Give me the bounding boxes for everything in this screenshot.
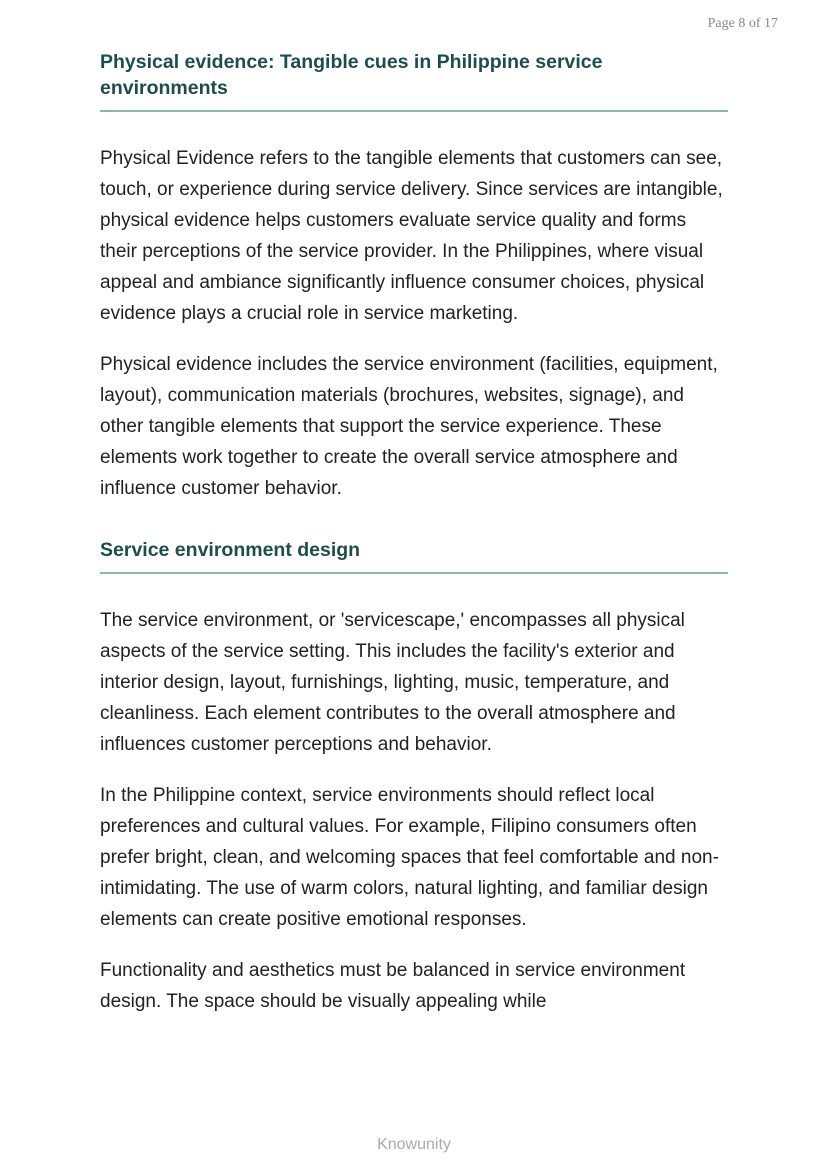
paragraph: Physical Evidence refers to the tangible elements that customers can see, touch, or experience during service delivery. Since services are intangible, physical evidence helps customers evaluate service quality and forms their perceptions of the service provider. In the Philippines, where visual appeal and ambiance significantly influence consumer choices, physical evidence plays a crucial role in service marketing. — [100, 148, 723, 324]
paragraph: The service environment, or 'servicescape,' encompasses all physical aspects of the service setting. This includes the facility's exterior and interior design, layout, furnishings, lighting, music, temperature, and cleanliness. Each element contributes to the overall atmosphere and influences customer perceptions and behavior. — [100, 610, 685, 755]
section-heading-service-environment: Service environment design — [100, 539, 361, 561]
paragraph: Physical evidence includes the service environment (facilities, equipment, layout), communication materials (brochures, websites, signage), and other tangible elements that support the service experience. These elements work together to create the overall service atmosphere and influence customer behavior. — [100, 354, 718, 499]
paragraph: Functionality and aesthetics must be balanced in service environment design. The space should be visually appealing while — [100, 960, 686, 1012]
section-heading-physical-evidence: Physical evidence: Tangible cues in Philippine service environments — [100, 51, 603, 99]
heading-divider — [100, 572, 728, 574]
footer-brand: Knowunity — [377, 1136, 451, 1153]
paragraph: In the Philippine context, service environments should reflect local preferences and cultural values. For example, Filipino consumers often prefer bright, clean, and welcoming spaces that feel comfortable and non-intimidating. The use of warm colors, natural lighting, and familiar design elements can create positive emotional responses. — [100, 785, 719, 930]
document-content — [100, 49, 728, 1017]
page-indicator: Page 8 of 17 — [707, 16, 778, 31]
heading-divider — [100, 110, 728, 112]
